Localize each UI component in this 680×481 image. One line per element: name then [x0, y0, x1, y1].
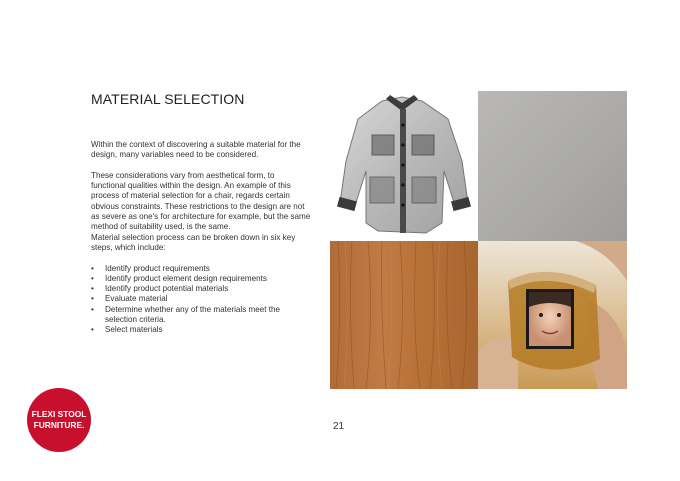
list-item: • Evaluate material [91, 294, 311, 304]
steps-intro-paragraph: Material selection process can be broken down in six key steps, which include: [91, 232, 296, 252]
list-item: • Identify product element design requirements [91, 274, 311, 284]
logo-line-1: FLEXI STOOL [31, 409, 87, 419]
body-text [91, 140, 311, 336]
list-item: • Select materials [91, 325, 311, 335]
logo-line-2: FURNITURE. [33, 420, 85, 430]
page-title: MATERIAL SELECTION [91, 91, 245, 107]
steps-list [91, 264, 311, 336]
considerations-paragraph: These considerations vary from aesthetical form, to functional qualities within the design. An example of this process of material selection for a chair, regards certain obvious constraints. These restrictions to the design are not as severe as one's for architecture for example, but the same method of suitability used, is the same. [91, 170, 311, 232]
list-item: • Identify product potential materials [91, 284, 311, 294]
list-item: • Determine whether any of the materials meet the selection criteria. [91, 305, 311, 326]
flexible-glass-display-photo [478, 241, 627, 389]
wood-grain-photo [330, 241, 478, 389]
brushed-metal-photo [478, 91, 627, 241]
intro-paragraph: Within the context of discovering a suitable material for the design, many variables need to be considered. [91, 140, 301, 160]
brand-logo [27, 388, 91, 452]
list-item: • Identify product requirements [91, 264, 311, 274]
sheer-shirt-photo [330, 91, 478, 241]
page-number: 21 [333, 421, 345, 432]
